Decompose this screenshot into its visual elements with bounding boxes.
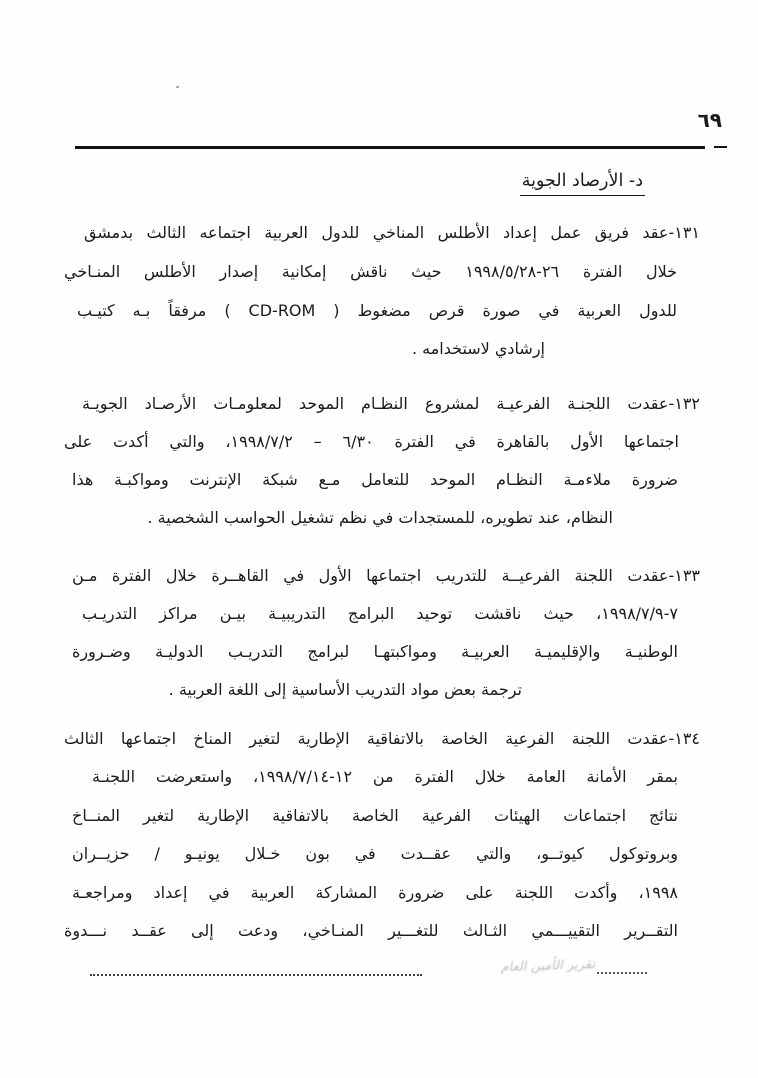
paragraph-133-line-3: الوطنيـة والإقليميـة العربيـة ومواكبتهـا لبرامج التدريـب الدوليـة وضـرورة — [72, 642, 678, 661]
paragraph-131-line-4: إرشادي لاستخدامه . — [411, 339, 545, 358]
paragraph-132-line-3: ضرورة ملاءمـة النظـام الموحد للتعامل مـع شبكة الإنترنت ومواكبـة هذا — [72, 470, 678, 489]
paragraph-133-line-1: ١٣٣-عقدت اللجنة الفرعيــة للتدريب اجتماعها الأول في القاهــرة خلال الفترة مـن — [72, 566, 700, 585]
section-heading: د- الأرصاد الجوية — [520, 171, 645, 196]
scan-speck — [176, 86, 179, 88]
paragraph-134-line-3: نتائج اجتماعات الهيئات الفرعية الخاصة بالاتفاقية الإطارية لتغير المنــاخ — [72, 806, 678, 825]
paragraph-134-line-1: ١٣٤-عقدت اللجنة الفرعية الخاصة بالاتفاقية الإطارية لتغير المناخ اجتماعها الثالث — [64, 729, 700, 748]
paragraph-131-line-2: خلال الفترة ٢٦-١٩٩٨/٥/٢٨ حيث ناقش إمكانية إصدار الأطلس المنـاخي — [64, 262, 678, 281]
paragraph-133-line-2: ٧-١٩٩٨/٧/٩، حيث ناقشت توحيد البرامج التدريبيـة بيـن مراكز التدريـب — [82, 604, 678, 623]
paragraph-132-line-1: ١٣٢-عقدت اللجنـة الفرعيـة لمشروع النظـام الموحد لمعلومـات الأرصـاد الجويـة — [82, 394, 700, 413]
page-number: ٦٩ — [697, 108, 722, 132]
footer-faint-note: تقرير الأمين العام — [500, 957, 598, 976]
footer-dashed-rule — [90, 974, 422, 976]
paragraph-132-line-2: اجتماعها الأول بالقاهرة في الفترة ٦/٣٠ – ١٩٩٨/٧/٢، والتي أكدت على — [64, 432, 679, 451]
paragraph-134-line-2: بمقر الأمانة العامة خلال الفترة من ١٢-١٩٩٨/٧/١٤، واستعرضت اللجنـة — [92, 767, 679, 786]
paragraph-134-line-5: ١٩٩٨، وأكدت اللجنة على ضرورة المشاركة العربية في إعداد ومراجعـة — [72, 883, 678, 902]
footer-dashed-rule-short — [597, 972, 647, 974]
header-rule — [75, 146, 705, 149]
header-rule-dash — [714, 146, 727, 148]
paragraph-131-line-1: ١٣١-عقد فريق عمل إعداد الأطلس المناخي للدول العربية اجتماعه الثالث بدمشق — [84, 223, 700, 242]
paragraph-134-line-4: وبروتوكول كيوتــو، والتي عقــدت في بون خـلال يونيـو / حزيــران — [72, 844, 678, 863]
paragraph-132-line-4: النظام، عند تطويره، للمستجدات في نظم تشغيل الحواسب الشخصية . — [147, 508, 613, 527]
paragraph-131-line-3: للدول العربية في صورة قرص مضغوط ( CD-ROM ) مرفقاً بـه كتيـب — [77, 301, 678, 320]
paragraph-133-line-4: ترجمة بعض مواد التدريب الأساسية إلى اللغة العربية . — [168, 680, 522, 699]
paragraph-134-line-6: التقــرير التقييـــمي الثـالث للتغـــير المنـاخي، ودعت إلى عقــد نـــدوة — [64, 921, 678, 940]
